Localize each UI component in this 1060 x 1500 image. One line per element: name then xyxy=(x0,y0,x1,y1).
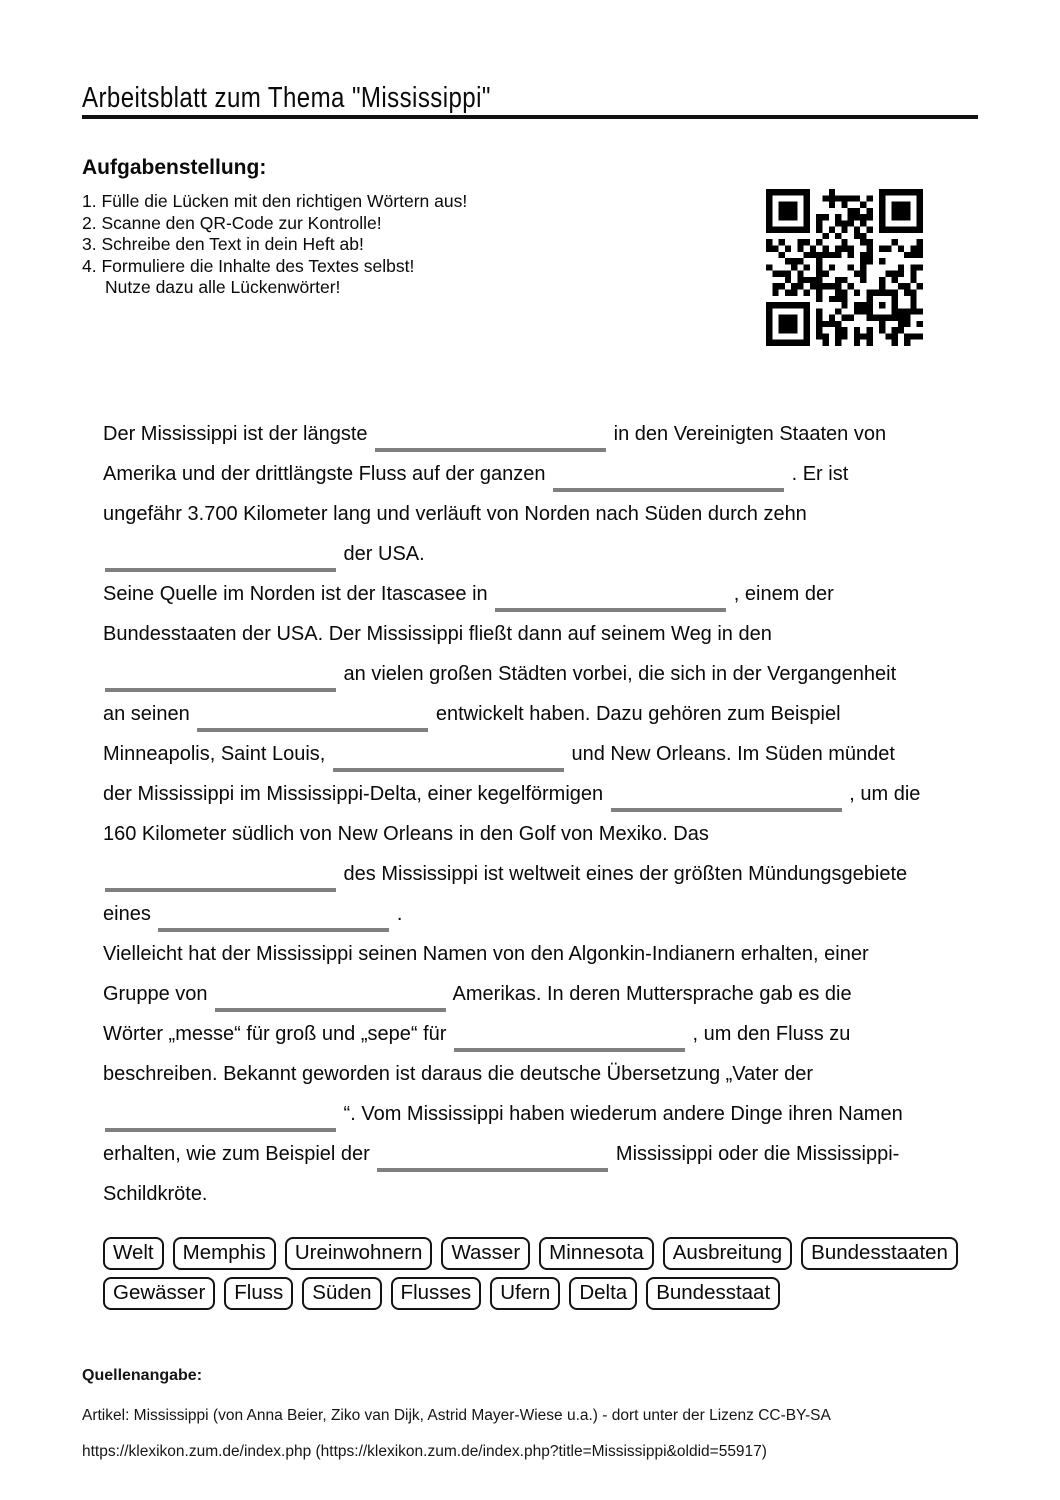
blank-field xyxy=(454,1048,685,1052)
word-bank-chip: Gewässer xyxy=(103,1277,215,1310)
cloze-text-segment: des Mississippi ist weltweit eines der größten Mündungsgebiete xyxy=(338,863,908,885)
cloze-text-segment: 160 Kilometer südlich von New Orleans in den Golf von Mexiko. Das xyxy=(103,823,709,845)
cloze-line xyxy=(103,894,920,934)
cloze-line xyxy=(103,1054,920,1094)
cloze-text-segment: , einem der xyxy=(728,583,834,605)
cloze-text-segment: Minneapolis, Saint Louis, xyxy=(103,743,331,765)
blank-field xyxy=(611,808,842,812)
source-heading: Quellenangabe: xyxy=(82,1367,203,1384)
task-item: 3. Schreibe den Text in dein Heft ab! xyxy=(82,234,364,255)
task-item: 4. Formuliere die Inhalte des Textes selbst! xyxy=(82,255,415,276)
cloze-text-segment: Gruppe von xyxy=(103,983,214,1005)
cloze-text-segment: ungefähr 3.700 Kilometer lang und verläuft von Norden nach Süden durch zehn xyxy=(103,503,807,525)
cloze-line xyxy=(103,1134,920,1174)
cloze-line xyxy=(103,654,920,694)
task-list xyxy=(82,191,467,299)
cloze-line xyxy=(103,534,920,574)
cloze-text-segment: . Er ist xyxy=(786,463,849,485)
blank-field xyxy=(375,448,606,452)
source-line-2: https://klexikon.zum.de/index.php (https://klexikon.zum.de/index.php?title=Mississippi&oldid=55917) xyxy=(82,1443,767,1460)
word-bank xyxy=(103,1237,959,1310)
cloze-text-segment: an vielen großen Städten vorbei, die sich in der Vergangenheit xyxy=(338,663,897,685)
cloze-text-segment: Amerika und der drittlängste Fluss auf der ganzen xyxy=(103,463,552,485)
qr-code xyxy=(766,189,923,346)
word-bank-chip: Delta xyxy=(569,1277,637,1310)
cloze-line xyxy=(103,614,920,654)
word-bank-chip: Fluss xyxy=(224,1277,293,1310)
cloze-line xyxy=(103,974,920,1014)
task-item: 1. Fülle die Lücken mit den richtigen Wörtern aus! xyxy=(82,191,468,211)
cloze-text-segment: Mississippi oder die Mississippi- xyxy=(610,1143,900,1165)
cloze-text-segment: eines xyxy=(103,903,157,925)
cloze-text-segment: in den Vereinigten Staaten von xyxy=(608,423,887,445)
cloze-line xyxy=(103,1174,920,1214)
blank-field xyxy=(553,488,784,492)
cloze-line xyxy=(103,774,920,814)
cloze-text-segment: Wörter „messe“ für groß und „sepe“ für xyxy=(103,1023,452,1045)
word-bank-chip: Süden xyxy=(302,1277,381,1310)
cloze-text-segment: entwickelt haben. Dazu gehören zum Beispiel xyxy=(430,703,841,725)
cloze-line xyxy=(103,574,920,614)
cloze-line xyxy=(103,494,920,534)
word-bank-chip: Wasser xyxy=(441,1237,530,1270)
cloze-text xyxy=(103,414,920,1214)
blank-field xyxy=(105,568,336,572)
blank-field xyxy=(495,608,726,612)
blank-field xyxy=(377,1168,608,1172)
cloze-text-segment: , um die xyxy=(843,783,921,805)
cloze-line xyxy=(103,694,920,734)
task-item: 2. Scanne den QR-Code zur Kontrolle! xyxy=(82,212,382,233)
source-line-1: Artikel: Mississippi (von Anna Beier, Ziko van Dijk, Astrid Mayer-Wiese u.a.) - dort unter der Lizenz CC-BY-SA xyxy=(82,1407,831,1424)
cloze-line xyxy=(103,1014,920,1054)
word-bank-chip: Bundesstaat xyxy=(646,1277,780,1310)
cloze-text-segment: der Mississippi im Mississippi-Delta, einer kegelförmigen xyxy=(103,783,609,805)
cloze-text-segment: an seinen xyxy=(103,703,196,725)
cloze-text-segment: beschreiben. Bekannt geworden ist daraus die deutsche Übersetzung „Vater der xyxy=(103,1063,814,1085)
cloze-line xyxy=(103,814,920,854)
cloze-text-segment: der USA. xyxy=(338,543,425,565)
word-bank-chip: Ufern xyxy=(490,1277,560,1310)
task-item-continuation: Nutze dazu alle Lückenwörter! xyxy=(105,277,341,298)
source-section xyxy=(82,1366,831,1470)
worksheet-title: Arbeitsblatt zum Thema "Mississippi" xyxy=(82,82,491,114)
word-bank-chip: Welt xyxy=(103,1237,164,1270)
tasks-heading: Aufgabenstellung: xyxy=(82,156,267,179)
blank-field xyxy=(105,688,336,692)
cloze-line xyxy=(103,454,920,494)
cloze-line xyxy=(103,934,920,974)
cloze-text-segment: Schildkröte. xyxy=(103,1183,208,1205)
cloze-text-segment: Seine Quelle im Norden ist der Itascasee in xyxy=(103,583,494,605)
title-underline xyxy=(82,115,978,119)
blank-field xyxy=(197,728,428,732)
cloze-line xyxy=(103,734,920,774)
cloze-text-segment: erhalten, wie zum Beispiel der xyxy=(103,1143,376,1165)
word-bank-chip: Ureinwohnern xyxy=(285,1237,433,1270)
cloze-text-segment: , um den Fluss zu xyxy=(686,1023,851,1045)
cloze-line xyxy=(103,414,920,454)
cloze-text-segment: und New Orleans. Im Süden mündet xyxy=(565,743,895,765)
cloze-line xyxy=(103,1094,920,1134)
cloze-text-segment: “. Vom Mississippi haben wiederum andere Dinge ihren Namen xyxy=(338,1103,903,1125)
word-bank-chip: Ausbreitung xyxy=(663,1237,792,1270)
cloze-text-segment: . xyxy=(391,903,403,925)
blank-field xyxy=(215,1008,446,1012)
word-bank-chip: Flusses xyxy=(391,1277,482,1310)
cloze-text-segment: Vielleicht hat der Mississippi seinen Namen von den Algonkin-Indianern erhalten, einer xyxy=(103,943,869,965)
blank-field xyxy=(158,928,389,932)
blank-field xyxy=(105,888,336,892)
cloze-line xyxy=(103,854,920,894)
blank-field xyxy=(333,768,564,772)
word-bank-chip: Minnesota xyxy=(539,1237,654,1270)
word-bank-chip: Memphis xyxy=(173,1237,276,1270)
cloze-text-segment: Amerikas. In deren Muttersprache gab es die xyxy=(448,983,852,1005)
word-bank-chip: Bundesstaaten xyxy=(801,1237,958,1270)
cloze-text-segment: Der Mississippi ist der längste xyxy=(103,423,374,445)
cloze-text-segment: Bundesstaaten der USA. Der Mississippi fließt dann auf seinem Weg in den xyxy=(103,623,772,645)
blank-field xyxy=(105,1128,336,1132)
